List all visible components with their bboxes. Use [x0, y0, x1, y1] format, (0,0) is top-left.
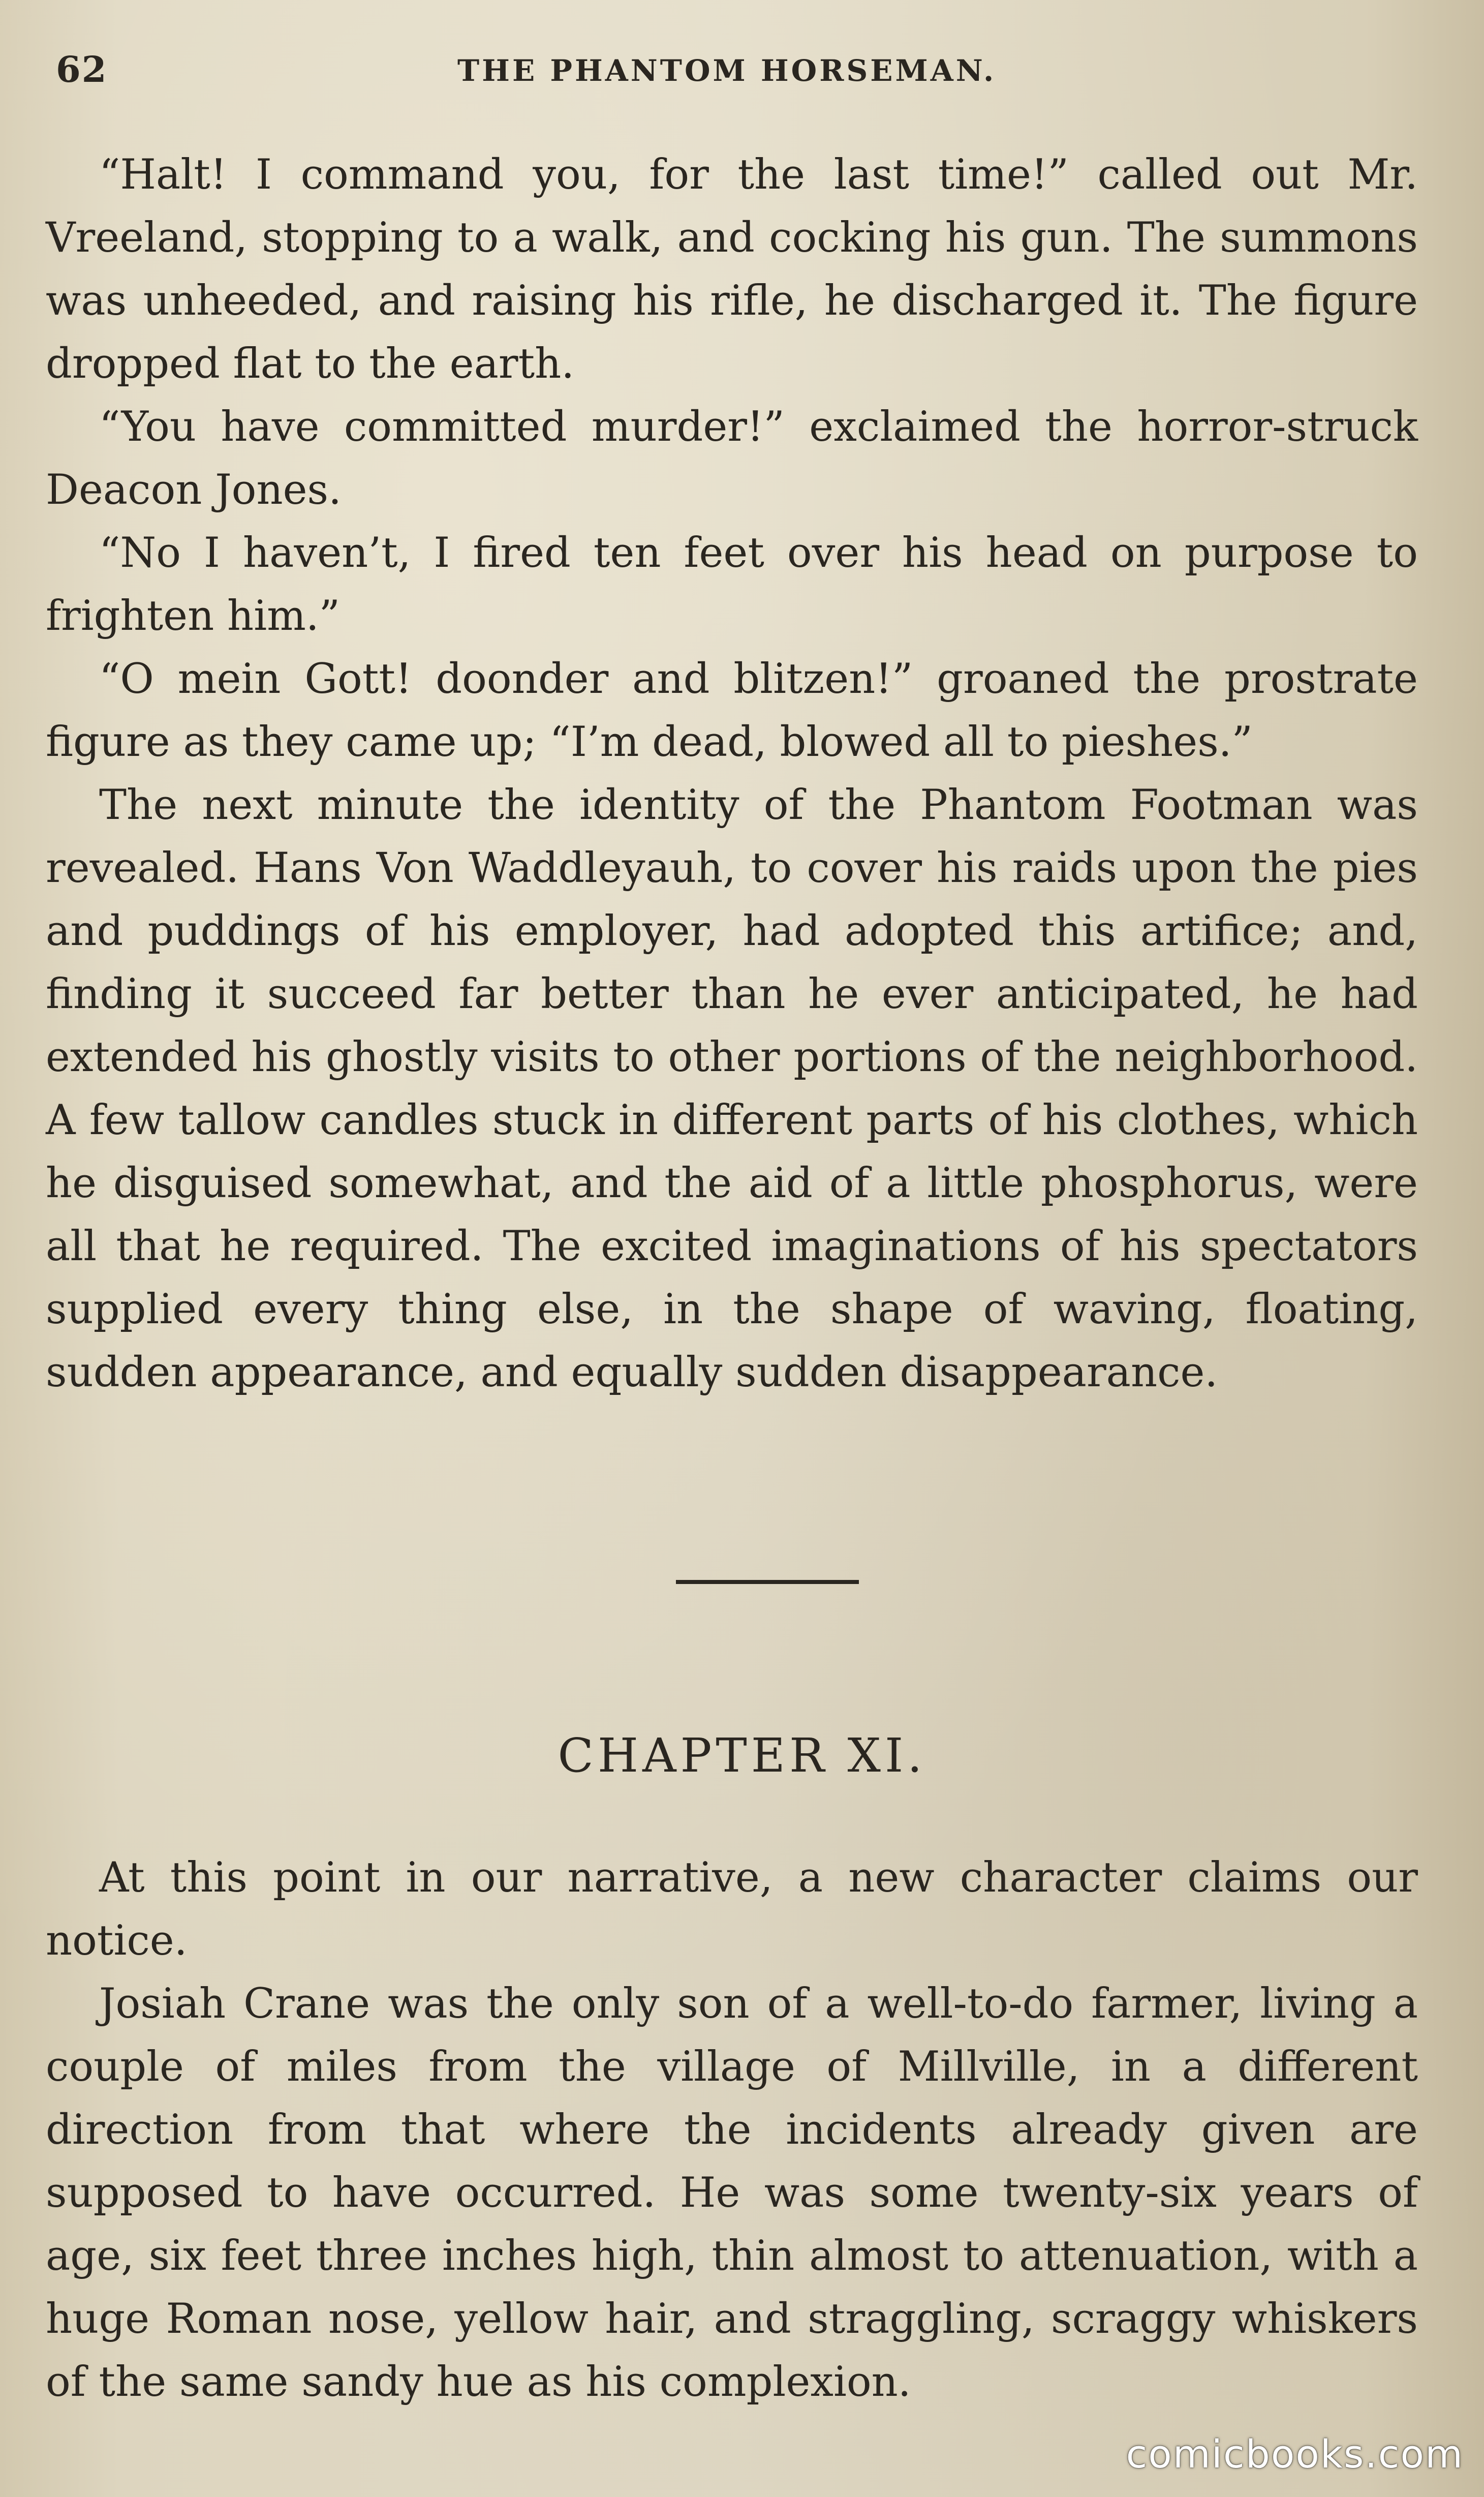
running-title: THE PHANTOM HORSEMAN.: [457, 53, 997, 88]
watermark: comicbooks.com: [1126, 2431, 1464, 2477]
paragraph: “No I haven’t, I fired ten feet over his head on purpose to frighten him.”: [46, 529, 1418, 640]
body-text: [46, 143, 1418, 1404]
page-header: [56, 48, 1428, 94]
paragraph: “O mein Gott! doonder and blitzen!” groaned the prostrate figure as they came up; “I’m dead, blowed all to pieshes.”: [46, 655, 1418, 766]
paragraph: “Halt! I command you, for the last time!” called out Mr. Vreeland, stopping to a walk, and cocking his gun. The summons was unheeded, and raising his rifle, he discharged it. The figure dropped flat to the earth.: [46, 151, 1418, 388]
paragraph: “You have committed murder!” exclaimed the horror-struck Deacon Jones.: [46, 403, 1418, 514]
chapter-heading: CHAPTER XI.: [558, 1728, 926, 1783]
paragraph: The next minute the identity of the Phantom Footman was revealed. Hans Von Waddleyauh, to cover his raids upon the pies and puddings of his employer, had adopted this artifice; and, finding it succeed far better than he ever anticipated, he had extended his ghostly visits to other portions of the neighborhood. A few tallow candles stuck in different parts of his clothes, which he disguised somewhat, and the aid of a little phosphorus, were all that he required. The excited imaginations of his spectators supplied every thing else, in the shape of waving, floating, sudden appearance, and equally sudden disappearance.: [46, 781, 1418, 1396]
chapter-text: [46, 1846, 1418, 2414]
section-divider: [676, 1580, 859, 1584]
page-number: 62: [56, 48, 108, 90]
paragraph: Josiah Crane was the only son of a well-to-do farmer, living a couple of miles from the village of Millville, in a different direction from that where the incidents already given are supposed to have occurred. He was some twenty-six years of age, six feet three inches high, thin almost to attenuation, with a huge Roman nose, yellow hair, and straggling, scraggy whiskers of the same sandy hue as his complexion.: [46, 1980, 1418, 2406]
paragraph: At this point in our narrative, a new character claims our notice.: [46, 1854, 1418, 1965]
